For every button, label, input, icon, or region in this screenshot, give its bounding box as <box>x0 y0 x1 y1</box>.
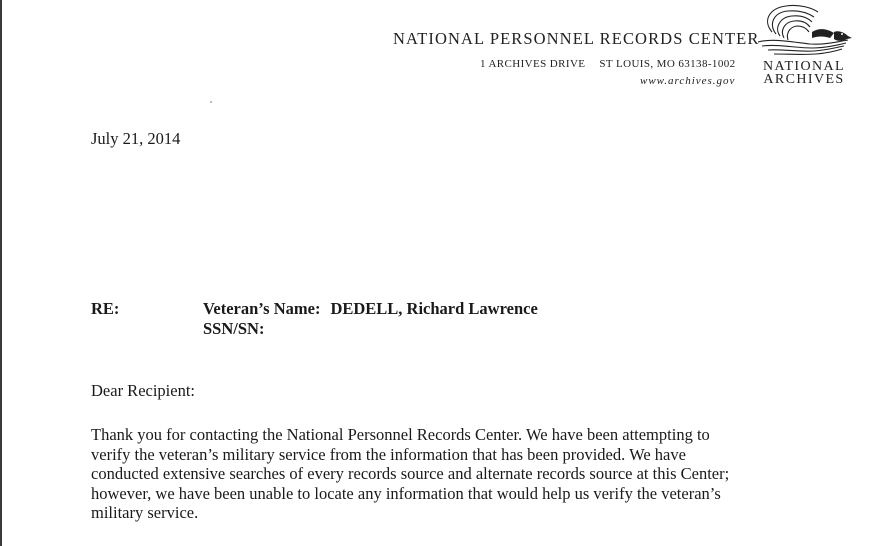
veteran-name-line <box>203 299 538 319</box>
letter-date: July 21, 2014 <box>91 129 181 148</box>
ssn-label: SSN/SN: <box>203 319 265 338</box>
letterhead-address <box>480 58 736 70</box>
letterhead-website: www.archives.gov <box>640 75 736 87</box>
letterhead-city: ST LOUIS, MO 63138-1002 <box>599 58 736 70</box>
salutation: Dear Recipient: <box>91 381 195 400</box>
body-line: conducted extensive searches of every records source and alternate records source at this Center; <box>91 464 730 483</box>
re-label: RE: <box>91 299 120 318</box>
veteran-name-value: DEDELL, Richard Lawrence <box>330 299 538 318</box>
scan-speck <box>210 101 212 103</box>
veteran-name-label: Veteran’s Name: <box>203 299 321 318</box>
eagle-icon <box>752 2 856 60</box>
national-archives-logo <box>752 2 856 92</box>
page-edge-rule <box>0 0 2 546</box>
letterhead-center-name: NATIONAL PERSONNEL RECORDS CENTER <box>393 29 760 48</box>
body-line: Thank you for contacting the National Personnel Records Center. We have been attempting to <box>91 425 710 444</box>
logo-text-archives: ARCHIVES <box>763 72 845 87</box>
body-line: military service. <box>91 503 199 522</box>
body-line: verify the veteran’s military service from the information that has been provided. We have <box>91 444 686 464</box>
logo-text-national: NATIONAL <box>763 59 845 74</box>
letterhead-street: 1 ARCHIVES DRIVE <box>480 58 586 70</box>
body-paragraph <box>91 425 821 523</box>
body-line: however, we have been unable to locate any information that would help us verify the veteran’s <box>91 483 721 503</box>
